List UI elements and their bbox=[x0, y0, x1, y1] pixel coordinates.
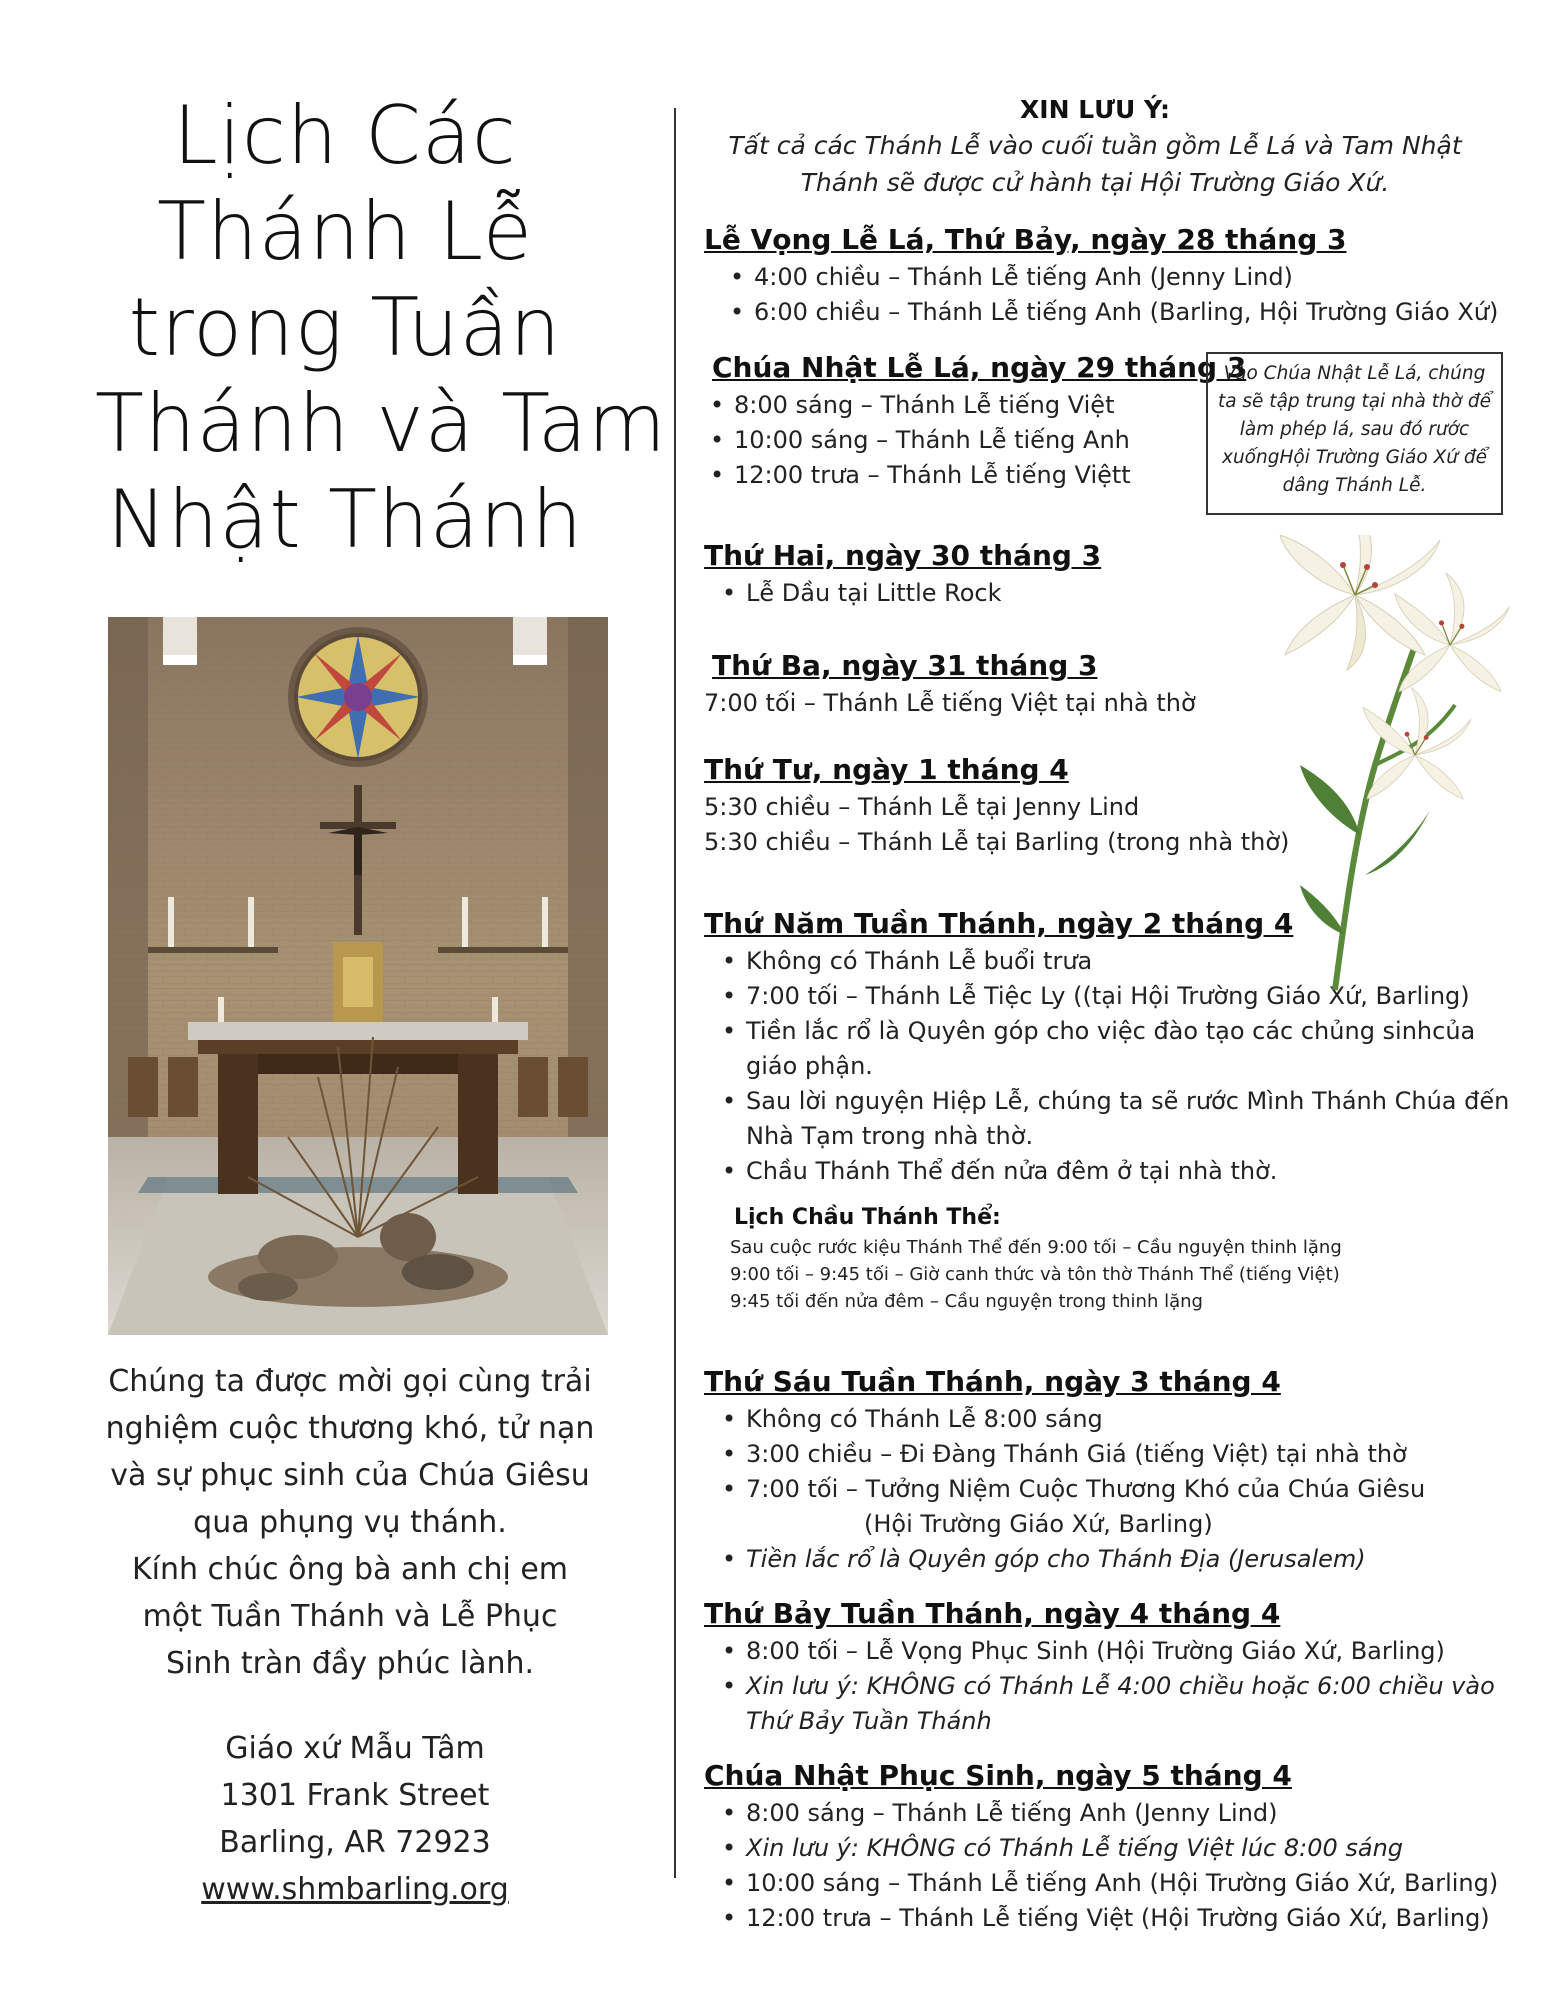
section-heading: Chúa Nhật Phục Sinh, ngày 5 tháng 4 bbox=[704, 1759, 1292, 1792]
parish-city: Barling, AR 72923 bbox=[219, 1825, 491, 1860]
parish-name: Giáo xứ Mẫu Tâm bbox=[225, 1731, 485, 1766]
lily-illustration bbox=[1265, 535, 1515, 995]
lily-flower-icon bbox=[1265, 535, 1515, 995]
section-heading: Thứ Năm Tuần Thánh, ngày 2 tháng 4 bbox=[704, 907, 1294, 940]
schedule-section-good-friday bbox=[704, 1362, 1504, 1577]
schedule-section-holy-saturday bbox=[704, 1594, 1504, 1739]
schedule-item: • 8:00 sáng – Thánh Lễ tiếng Anh (Jenny Lind) bbox=[746, 1796, 1504, 1831]
schedule-item: • Lễ Dầu tại Little Rock bbox=[746, 576, 1504, 611]
church-altar-illustration bbox=[108, 617, 608, 1335]
adoration-line: 9:45 tối đến nửa đêm – Cầu nguyện trong thinh lặng bbox=[730, 1291, 1203, 1312]
invitation-line: và sự phục sinh của Chúa Giêsu bbox=[110, 1458, 590, 1493]
invitation-line: Chúng ta được mời gọi cùng trải bbox=[108, 1364, 592, 1399]
page-title bbox=[95, 88, 667, 568]
section-heading: Lễ Vọng Lễ Lá, Thứ Bảy, ngày 28 tháng 3 bbox=[704, 223, 1347, 256]
invitation-line: qua phụng vụ thánh. bbox=[193, 1505, 507, 1540]
title-line: Thánh và Tam bbox=[95, 377, 667, 470]
schedule-item-continued: Thứ Bảy Tuần Thánh bbox=[746, 1707, 992, 1735]
parish-address bbox=[155, 1725, 555, 1913]
title-line: trong Tuần bbox=[128, 281, 562, 374]
section-heading: Chúa Nhật Lễ Lá, ngày 29 tháng 3 bbox=[712, 351, 1247, 384]
section-heading: Thứ Sáu Tuần Thánh, ngày 3 tháng 4 bbox=[704, 1365, 1281, 1398]
notice-line: Tất cả các Thánh Lễ vào cuối tuần gồm Lễ Lá và Tam Nhật bbox=[728, 131, 1462, 160]
schedule-item: • 12:00 trưa – Thánh Lễ tiếng Việtt bbox=[734, 458, 1512, 493]
note-line: xuốngHội Trường Giáo Xứ để bbox=[1222, 447, 1487, 468]
schedule-item: • Không có Thánh Lễ 8:00 sáng bbox=[746, 1402, 1504, 1437]
section-heading: Thứ Bảy Tuần Thánh, ngày 4 tháng 4 bbox=[704, 1597, 1281, 1630]
invitation-line: nghiệm cuộc thương khó, tử nạn bbox=[105, 1411, 595, 1446]
schedule-section-easter-sunday bbox=[704, 1756, 1504, 1936]
schedule-item: • 6:00 chiều – Thánh Lễ tiếng Anh (Barling, Hội Trường Giáo Xứ) bbox=[754, 295, 1504, 330]
invitation-line: Sinh tràn đầy phúc lành. bbox=[165, 1646, 535, 1681]
church-altar-photo bbox=[108, 617, 608, 1335]
schedule-item: 5:30 chiều – Thánh Lễ tại Barling (trong nhà thờ) bbox=[704, 828, 1290, 856]
schedule-item: • Sau lời nguyện Hiệp Lễ, chúng ta sẽ rước Mình Thánh Chúa đến bbox=[746, 1084, 1504, 1119]
schedule-item: • Tiền lắc rổ là Quyên góp cho việc đào tạo các chủng sinhcủa bbox=[746, 1014, 1504, 1049]
schedule-item: • 4:00 chiều – Thánh Lễ tiếng Anh (Jenny Lind) bbox=[754, 260, 1504, 295]
schedule-item: 7:00 tối – Thánh Lễ tiếng Việt tại nhà thờ bbox=[704, 689, 1196, 717]
schedule-item: • 7:00 tối – Tưởng Niệm Cuộc Thương Khó của Chúa Giêsu bbox=[746, 1472, 1504, 1507]
schedule-section-palm-vigil bbox=[704, 220, 1504, 330]
palm-sunday-note-box bbox=[1206, 352, 1503, 515]
invitation-line: một Tuần Thánh và Lễ Phục bbox=[142, 1599, 558, 1634]
schedule-item: • 12:00 trưa – Thánh Lễ tiếng Việt (Hội Trường Giáo Xứ, Barling) bbox=[746, 1901, 1504, 1936]
note-line: làm phép lá, sau đó rước bbox=[1239, 419, 1470, 440]
parish-street: 1301 Frank Street bbox=[220, 1778, 490, 1813]
column-divider bbox=[674, 108, 676, 1878]
section-heading: Thứ Tư, ngày 1 tháng 4 bbox=[704, 753, 1069, 786]
schedule-item: • Xin lưu ý: KHÔNG có Thánh Lễ 4:00 chiều hoặc 6:00 chiều vào bbox=[746, 1669, 1504, 1704]
title-line: Lịch Các bbox=[173, 89, 517, 182]
schedule-item: • 10:00 sáng – Thánh Lễ tiếng Anh (Hội Trường Giáo Xứ, Barling) bbox=[746, 1866, 1504, 1901]
schedule-item: • Chầu Thánh Thể đến nửa đêm ở tại nhà thờ. bbox=[746, 1154, 1504, 1189]
notice-title: XIN LƯU Ý: bbox=[1020, 95, 1170, 124]
schedule-item-continued: giáo phận. bbox=[746, 1052, 873, 1080]
schedule-item: • Không có Thánh Lễ buổi trưa bbox=[746, 944, 1504, 979]
schedule-item: • Xin lưu ý: KHÔNG có Thánh Lễ tiếng Việt lúc 8:00 sáng bbox=[746, 1831, 1504, 1866]
notice-block bbox=[700, 93, 1490, 201]
adoration-line: Sau cuộc rước kiệu Thánh Thể đến 9:00 tối – Cầu nguyện thinh lặng bbox=[730, 1237, 1342, 1258]
schedule-item-continued: (Hội Trường Giáo Xứ, Barling) bbox=[864, 1510, 1213, 1538]
notice-line: Thánh sẽ được cử hành tại Hội Trường Giáo Xứ. bbox=[800, 168, 1390, 197]
section-heading: Thứ Hai, ngày 30 tháng 3 bbox=[704, 539, 1102, 572]
parish-website-link[interactable]: www.shmbarling.org bbox=[201, 1872, 509, 1907]
schedule-item: • 3:00 chiều – Đi Đàng Thánh Giá (tiếng Việt) tại nhà thờ bbox=[746, 1437, 1504, 1472]
invitation-text bbox=[80, 1358, 620, 1687]
note-line: ta sẽ tập trung tại nhà thờ để bbox=[1217, 391, 1492, 412]
invitation-line: Kính chúc ông bà anh chị em bbox=[131, 1552, 569, 1587]
schedule-item: • 8:00 tối – Lễ Vọng Phục Sinh (Hội Trường Giáo Xứ, Barling) bbox=[746, 1634, 1504, 1669]
title-line: Nhật Thánh bbox=[106, 473, 584, 566]
schedule-item: • 10:00 sáng – Thánh Lễ tiếng Anh bbox=[734, 423, 1512, 458]
schedule-item: 5:30 chiều – Thánh Lễ tại Jenny Lind bbox=[704, 793, 1140, 821]
adoration-line: 9:00 tối – 9:45 tối – Giờ canh thức và tôn thờ Thánh Thể (tiếng Việt) bbox=[730, 1264, 1340, 1285]
adoration-title: Lịch Chầu Thánh Thể: bbox=[734, 1205, 1001, 1230]
schedule-item: • 7:00 tối – Thánh Lễ Tiệc Ly ((tại Hội Trường Giáo Xứ, Barling) bbox=[746, 979, 1504, 1014]
schedule-item-continued: Nhà Tạm trong nhà thờ. bbox=[746, 1122, 1034, 1150]
note-line: Vào Chúa Nhật Lễ Lá, chúng bbox=[1223, 363, 1486, 384]
schedule-item: • 8:00 sáng – Thánh Lễ tiếng Việt bbox=[734, 388, 1512, 423]
section-heading: Thứ Ba, ngày 31 tháng 3 bbox=[712, 649, 1098, 682]
note-line: dâng Thánh Lễ. bbox=[1282, 475, 1427, 496]
title-line: Thánh Lễ bbox=[157, 185, 533, 278]
adoration-schedule bbox=[704, 1202, 1504, 1315]
schedule-item: • Tiền lắc rổ là Quyên góp cho Thánh Địa (Jerusalem) bbox=[746, 1542, 1504, 1577]
